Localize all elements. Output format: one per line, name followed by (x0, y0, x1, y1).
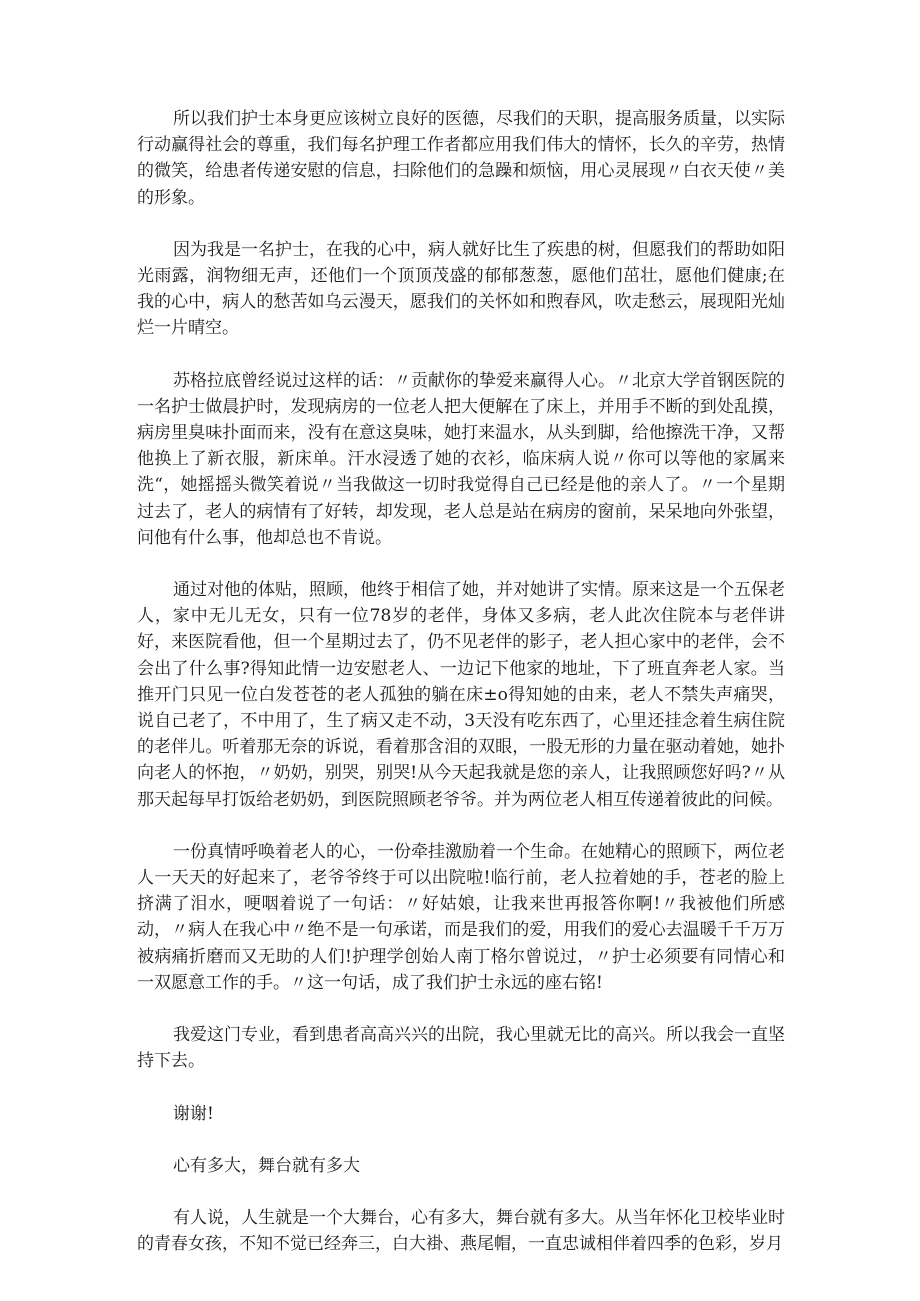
paragraph-4: 通过对他的体贴，照顾，他终于相信了她，并对她讲了实情。原来这是一个五保老人，家中无儿无女，只有一位78岁的老伴，身体又多病，老人此次住院本与老伴讲好，来医院看他，但一个星期过去了，仍不见老伴的影子，老人担心家中的老伴，会不会出了什么事?得知此情一边安慰老人、一边记下他家的地址，下了班直奔老人家。当推开门只见一位白发苍苍的老人孤独的躺在床±o得知她的由来，老人不禁失声痛哭，说自己老了，不中用了，生了病又走不动，3天没有吃东西了，心里还挂念着生病住院的老伴儿。听着那无奈的诉说，看着那含泪的双眼，一股无形的力量在驱动着她，她扑向老人的怀抱，〃奶奶，别哭，别哭!从今天起我就是您的亲人，让我照顾您好吗?〃从那天起每早打饭给老奶奶，到医院照顾老爷爷。并为两位老人相互传递着彼此的问候。 (137, 580, 785, 810)
paragraph-5: 一份真情呼唤着老人的心，一份牵挂激励着一个生命。在她精心的照顾下，两位老人一天天的好起来了，老爷爷终于可以出院啦!临行前，老人拉着她的手，苍老的脸上挤满了泪水，哽咽着说了一句话：〃好姑娘，让我来世再报答你啊!〃我被他们所感动，〃病人在我心中〃绝不是一句承诺，而是我们的爱，用我们的爱心去温暖千千万万被病痛折磨而又无助的人们!护理学创始人南丁格尔曾说过，〃护士必须要有同情心和一双愿意工作的手。〃这一句话，成了我们护士永远的座右铭! (137, 841, 785, 993)
paragraph-6: 我爱这门专业，看到患者高高兴兴的出院，我心里就无比的高兴。所以我会一直坚持下去。 (137, 1025, 785, 1072)
paragraph-3: 苏格拉底曾经说过这样的话：〃贡献你的挚爱来赢得人心。〃北京大学首钢医院的一名护士做晨护时，发现病房的一位老人把大便解在了床上，并用手不断的到处乱摸，病房里臭味扑面而来，没有在意这臭味，她打来温水，从头到脚，给他擦洗干净，又帮他换上了新衣服，新床单。汗水浸透了她的衣衫，临床病人说〃你可以等他的家属来洗“，她摇摇头微笑着说〃当我做这一切时我觉得自己已经是他的亲人了。〃一个星期过去了，老人的病情有了好转，却发现，老人总是站在病房的窗前，呆呆地向外张望，问他有什么事，他却总也不肯说。 (137, 370, 785, 548)
document-body (137, 106, 785, 1283)
paragraph-1: 所以我们护士本身更应该树立良好的医德，尽我们的天职，提高服务质量，以实际行动赢得社会的尊重，我们每名护理工作者都应用我们伟大的情怀，长久的辛劳，热情的微笑，给患者传递安慰的信息，扫除他们的急躁和烦恼，用心灵展现〃白衣天使〃美的形象。 (137, 109, 785, 208)
paragraph-2: 因为我是一名护士，在我的心中，病人就好比生了疾患的树，但愿我们的帮助如阳光雨露，润物细无声，还他们一个顶顶茂盛的郁郁葱葱，愿他们茁壮，愿他们健康;在我的心中，病人的愁苦如乌云漫天，愿我们的关怀如和煦春风，吹走愁云，展现阳光灿烂一片晴空。 (137, 239, 785, 339)
speech-title: 心有多大，舞台就有多大 (173, 1155, 360, 1176)
paragraph-9: 有人说，人生就是一个大舞台，心有多大，舞台就有多大。从当年怀化卫校毕业时的青春女孩，不知不觉已经奔三，白大褂、燕尾帽，一直忠诚相伴着四季的色彩，岁月 (137, 1207, 785, 1255)
closing-thanks: 谢谢! (173, 1103, 214, 1124)
